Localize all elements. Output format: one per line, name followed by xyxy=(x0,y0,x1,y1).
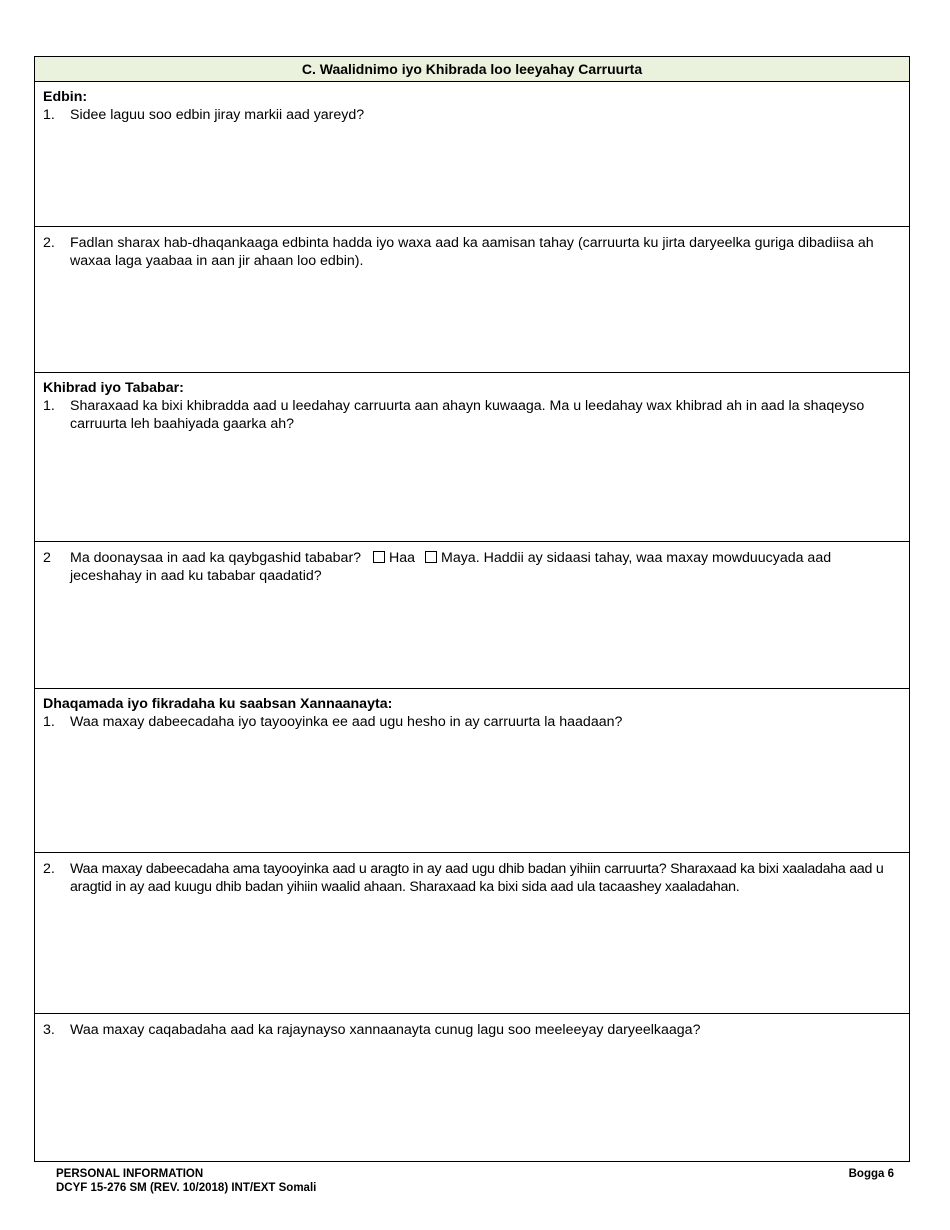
dhaqamada-question-2 xyxy=(43,860,901,896)
yes-label: Haa xyxy=(389,550,416,566)
question-number: 2. xyxy=(43,861,55,877)
question-text: Waa maxay caqabadaha aad ka rajaynayso xannaanayta cunug lagu soo meeleeyay daryeelkaaga? xyxy=(70,1022,701,1038)
dhaqamada-q2-cell[interactable] xyxy=(35,853,909,1014)
khibrad-question-1 xyxy=(43,397,901,433)
question-text: Waa maxay dabeecadaha iyo tayooyinka ee aad ugu hesho in ay carruurta la haadaan? xyxy=(70,714,623,730)
dhaqamada-title: Dhaqamada iyo fikradaha ku saabsan Xannaanayta: xyxy=(43,696,393,712)
no-checkbox[interactable] xyxy=(425,551,437,563)
question-text: Sidee laguu soo edbin jiray markii aad yareyd? xyxy=(70,107,365,123)
khibrad-q2-cell[interactable] xyxy=(35,542,909,689)
dhaqamada-question-3 xyxy=(43,1021,901,1039)
question-number: 1. xyxy=(43,398,55,414)
question-number: 2. xyxy=(43,235,55,251)
khibrad-title: Khibrad iyo Tababar: xyxy=(43,380,184,396)
khibrad-q1-cell[interactable] xyxy=(35,373,909,542)
yes-checkbox[interactable] xyxy=(373,551,385,563)
edbin-question-2 xyxy=(43,234,901,270)
edbin-question-1 xyxy=(43,106,901,124)
edbin-q1-cell[interactable] xyxy=(35,82,909,227)
question-number: 2 xyxy=(43,550,51,566)
question-text: Waa maxay dabeecadaha ama tayooyinka aad u aragto in ay aad ugu dhib badan yihiin carruurta? Sharaxaad ka bixi xaaladaha aad u aragtid in ay aad kuugu dhib badan yihiin waalid ahaan. Sharaxaad ka bixi sida aad ula tacaashey xaaladahan. xyxy=(70,861,884,895)
dhaqamada-q3-cell[interactable] xyxy=(35,1014,909,1164)
question-text: Fadlan sharax hab-dhaqankaaga edbinta hadda iyo waxa aad ka aamisan tahay (carruurta ku jirta daryeelka guriga dibadiisa ah waxaa laga yaabaa in aan jir ahaan loo edbin). xyxy=(70,235,874,269)
form-section-c xyxy=(34,56,910,1162)
page-number: Bogga 6 xyxy=(848,1168,894,1180)
question-number: 1. xyxy=(43,107,55,123)
footer-label: PERSONAL INFORMATION xyxy=(56,1168,204,1180)
question-number: 3. xyxy=(43,1022,55,1038)
question-text: Sharaxaad ka bixi khibradda aad u leedahay carruurta aan ahayn kuwaaga. Ma u leedahay wax khibrad ah in aad la shaqeyso carruurta leh baahiyada gaarka ah? xyxy=(70,398,865,432)
dhaqamada-q1-cell[interactable] xyxy=(35,689,909,853)
question-text xyxy=(70,549,901,585)
form-number: DCYF 15-276 SM (REV. 10/2018) INT/EXT Somali xyxy=(56,1182,317,1194)
no-label: Maya. xyxy=(441,550,480,566)
edbin-q2-cell[interactable] xyxy=(35,227,909,373)
question-number: 1. xyxy=(43,714,55,730)
training-question: Ma doonaysaa in aad ka qaybgashid tababar? xyxy=(70,550,362,566)
khibrad-question-2 xyxy=(43,549,901,585)
edbin-title: Edbin: xyxy=(43,89,88,105)
page-footer xyxy=(56,1167,896,1195)
training-followup: Haddii ay sidaasi tahay, waa maxay mowduucyada aad jeceshahay in aad ku tababar qaadatid? xyxy=(70,550,832,584)
dhaqamada-question-1 xyxy=(43,713,901,731)
section-header: C. Waalidnimo iyo Khibrada loo leeyahay Carruurta xyxy=(35,57,909,82)
